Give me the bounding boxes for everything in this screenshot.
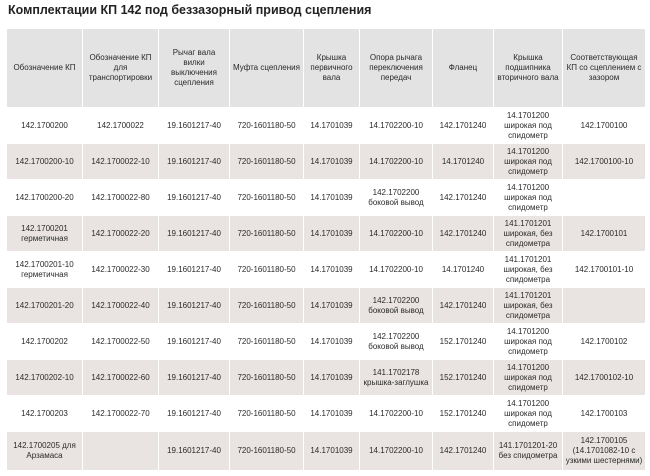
table-cell: 152.1701240 xyxy=(433,324,494,360)
table-cell: 19.1601217-40 xyxy=(159,432,230,471)
table-cell: 14.1702200-10 xyxy=(360,144,433,180)
table-cell: 152.1701240 xyxy=(433,396,494,432)
table-cell: 142.1700022 xyxy=(83,108,159,144)
table-cell: 142.1700101-10 xyxy=(563,252,646,288)
table-row xyxy=(7,360,646,396)
table-cell: 142.1700022-50 xyxy=(83,324,159,360)
table-cell: 142.1700022-70 xyxy=(83,396,159,432)
table-cell: 14.1701039 xyxy=(304,360,360,396)
table-cell: 142.1701240 xyxy=(433,180,494,216)
table-cell: 720-1601180-50 xyxy=(230,180,304,216)
table-row xyxy=(7,108,646,144)
table-cell: 14.1701039 xyxy=(304,216,360,252)
table-cell: 152.1701240 xyxy=(433,360,494,396)
table-cell: 14.1701200 широкая под спидометр xyxy=(494,324,563,360)
table-cell: 141.1702178 крышка-заглушка xyxy=(360,360,433,396)
table-cell: 141.1701201 широкая, без спидометра xyxy=(494,216,563,252)
table-cell: 19.1601217-40 xyxy=(159,180,230,216)
table-cell: 14.1701039 xyxy=(304,144,360,180)
column-header: Соответствующая КП со сцеплением с зазором xyxy=(563,29,646,108)
table-cell: 14.1701200 широкая под спидометр xyxy=(494,396,563,432)
table-cell: 142.1700202 xyxy=(7,324,83,360)
table-cell: 720-1601180-50 xyxy=(230,324,304,360)
table-cell: 142.1700022-80 xyxy=(83,180,159,216)
table-cell xyxy=(83,432,159,471)
table-cell: 19.1601217-40 xyxy=(159,252,230,288)
table-cell: 141.1701201 широкая, без спидометра xyxy=(494,288,563,324)
column-header: Крышка подшипника вторичного вала xyxy=(494,29,563,108)
table-cell xyxy=(563,288,646,324)
table-cell: 142.1700102 xyxy=(563,324,646,360)
table-cell: 141.1701201 широкая, без спидометра xyxy=(494,252,563,288)
table-cell: 19.1601217-40 xyxy=(159,144,230,180)
table-cell: 142.1700201-20 xyxy=(7,288,83,324)
table-row xyxy=(7,324,646,360)
table-cell: 142.1702200 боковой вывод xyxy=(360,324,433,360)
table-cell: 14.1702200-10 xyxy=(360,216,433,252)
table-cell: 142.1700102-10 xyxy=(563,360,646,396)
table-cell: 142.1700100 xyxy=(563,108,646,144)
table-cell: 14.1701039 xyxy=(304,108,360,144)
table-cell: 14.1701039 xyxy=(304,324,360,360)
table-row xyxy=(7,180,646,216)
table-row xyxy=(7,252,646,288)
table-cell: 14.1701200 широкая под спидометр xyxy=(494,108,563,144)
specs-table xyxy=(6,28,646,471)
table-cell: 14.1701039 xyxy=(304,432,360,471)
column-header: Рычаг вала вилки выключения сцепления xyxy=(159,29,230,108)
table-cell: 14.1702200-10 xyxy=(360,252,433,288)
column-header: Крышка первичного вала xyxy=(304,29,360,108)
column-header: Обозначение КП для транспортировки xyxy=(83,29,159,108)
table-cell: 142.1701240 xyxy=(433,432,494,471)
table-cell: 720-1601180-50 xyxy=(230,216,304,252)
table-cell: 19.1601217-40 xyxy=(159,216,230,252)
table-cell: 14.1701200 широкая под спидометр xyxy=(494,180,563,216)
table-cell: 142.1700200 xyxy=(7,108,83,144)
table-cell: 14.1701200 широкая под спидометр xyxy=(494,360,563,396)
table-cell: 142.1700103 xyxy=(563,396,646,432)
table-cell: 142.1702200 боковой вывод xyxy=(360,180,433,216)
table-cell: 142.1700205 для Арзамаса xyxy=(7,432,83,471)
table-cell: 19.1601217-40 xyxy=(159,360,230,396)
table-cell: 720-1601180-50 xyxy=(230,144,304,180)
table-cell: 720-1601180-50 xyxy=(230,360,304,396)
table-cell: 720-1601180-50 xyxy=(230,288,304,324)
table-cell: 142.1700022-30 xyxy=(83,252,159,288)
table-cell: 14.1701039 xyxy=(304,252,360,288)
column-header: Муфта сцепления xyxy=(230,29,304,108)
table-cell: 720-1601180-50 xyxy=(230,396,304,432)
table-cell: 142.1700200-10 xyxy=(7,144,83,180)
table-row xyxy=(7,288,646,324)
table-cell: 142.1701240 xyxy=(433,108,494,144)
table-cell: 14.1702200-10 xyxy=(360,108,433,144)
table-body xyxy=(7,108,646,471)
table-cell: 19.1601217-40 xyxy=(159,396,230,432)
table-cell: 142.1700022-60 xyxy=(83,360,159,396)
table-cell: 14.1701039 xyxy=(304,396,360,432)
table-cell: 14.1702200-10 xyxy=(360,432,433,471)
table-row xyxy=(7,144,646,180)
page-title: Комплектации КП 142 под беззазорный привод сцепления xyxy=(8,3,372,17)
table-cell: 720-1601180-50 xyxy=(230,108,304,144)
table-row xyxy=(7,396,646,432)
column-header: Обозначение КП xyxy=(7,29,83,108)
table-cell: 142.1700201-10 герметичная xyxy=(7,252,83,288)
table-cell: 141.1701201-20 без спидометра xyxy=(494,432,563,471)
column-header: Опора рычага переключения передач xyxy=(360,29,433,108)
table-header-row xyxy=(7,29,646,108)
table-cell: 142.1700100-10 xyxy=(563,144,646,180)
table-cell: 720-1601180-50 xyxy=(230,252,304,288)
table-cell: 720-1601180-50 xyxy=(230,432,304,471)
table-cell: 142.1700200-20 xyxy=(7,180,83,216)
table-cell: 142.1701240 xyxy=(433,216,494,252)
specs-table-container xyxy=(6,28,645,471)
table-cell: 14.1701200 широкая под спидометр xyxy=(494,144,563,180)
table-cell: 142.1700022-40 xyxy=(83,288,159,324)
table-cell: 142.1701240 xyxy=(433,288,494,324)
table-cell: 142.1700202-10 xyxy=(7,360,83,396)
table-cell: 19.1601217-40 xyxy=(159,108,230,144)
table-cell: 14.1702200-10 xyxy=(360,396,433,432)
table-cell: 19.1601217-40 xyxy=(159,324,230,360)
table-cell: 142.1700022-20 xyxy=(83,216,159,252)
table-row xyxy=(7,432,646,471)
table-cell: 14.1701240 xyxy=(433,252,494,288)
table-row xyxy=(7,216,646,252)
table-cell: 14.1701039 xyxy=(304,180,360,216)
table-cell: 142.1700201 герметичная xyxy=(7,216,83,252)
table-cell: 142.1700101 xyxy=(563,216,646,252)
table-cell: 142.1700022-10 xyxy=(83,144,159,180)
table-cell: 142.1700203 xyxy=(7,396,83,432)
table-cell: 142.1700105 (14.1701082-10 с узкими шестернями) xyxy=(563,432,646,471)
table-cell: 14.1701240 xyxy=(433,144,494,180)
table-cell: 142.1702200 боковой вывод xyxy=(360,288,433,324)
column-header: Фланец xyxy=(433,29,494,108)
table-header xyxy=(7,29,646,108)
table-cell: 19.1601217-40 xyxy=(159,288,230,324)
table-cell: 14.1701039 xyxy=(304,288,360,324)
table-cell xyxy=(563,180,646,216)
